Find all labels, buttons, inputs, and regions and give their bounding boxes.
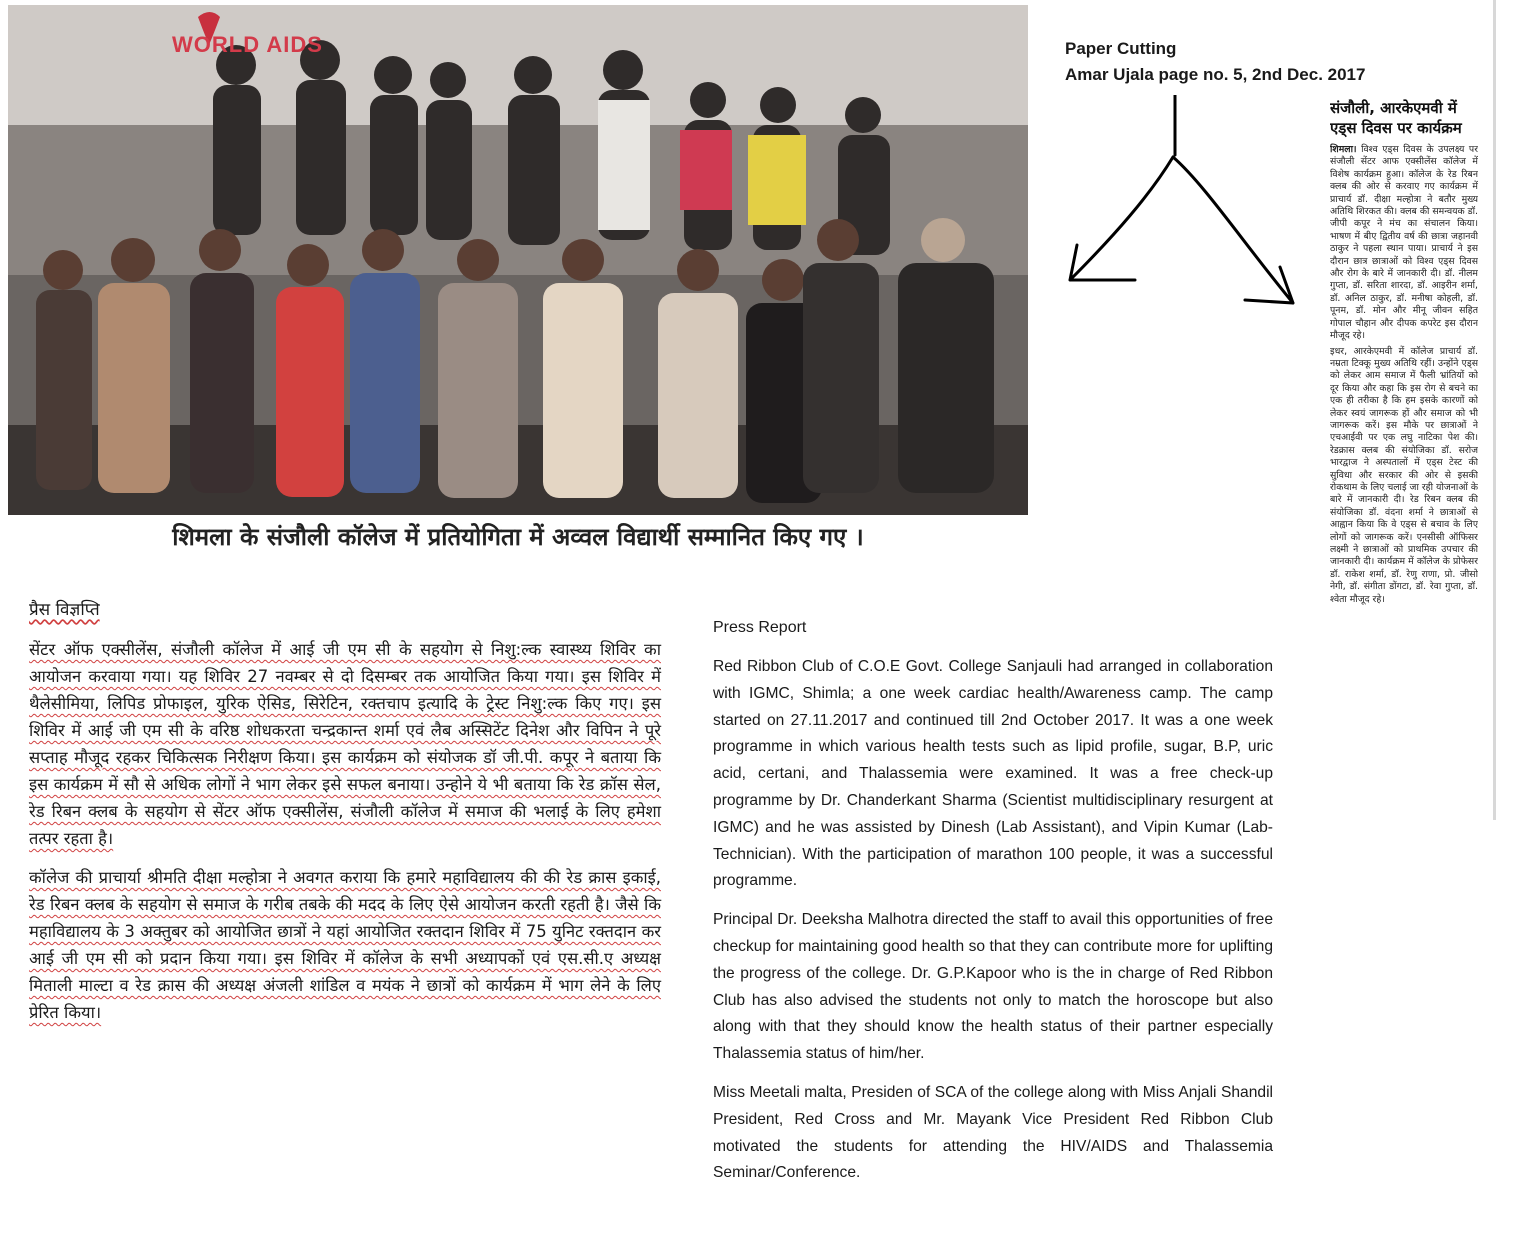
clipping-paragraph-2: इधर, आरकेएमवी में कॉलेज प्राचार्य डॉ. नम्रता टिक्कू मुख्य अतिथि रहीं। उन्होंने एड्स को लेकर आम समाज में फैली भ्रांतियों को दूर किया और कहा कि इस रोग से बचने का एक ही तरीका है कि हम इसके कारणों को लेकर स्वयं जागरूक हों और समाज को भी जागरूक करें। इस मौके पर छात्राओं ने एचआईवी पर एक लघु नाटिका पेश की। रेडक्रास क्लब की संयोजिका डॉ. सरोज भारद्वाज ने अस्पतालों में एड्स टेस्ट की सुविधा और सरकार की ओर से इसकी रोकथाम के लिए चलाई जा रही योजनाओं के बारे में जानकारी दी। रेड रिबन क्लब की संयोजिका डॉ. वंदना शर्मा ने छात्राओं से आह्वान किया कि वे एड्स से बचाव के लिए लोगों को जागरूक करें। एनसीसी ऑफिसर लक्ष्मी ने छात्राओं को प्राथमिक उपचार की जानकारी दी। कार्यक्रम में कॉलेज के प्रोफेसर डॉ. राकेश शर्मा, डॉ. रेणु राणा, प्रो. जीसो नेगी, डॉ. संगीता डोंगटा, डॉ. रेवा गुप्ता, डॉ. श्वेता मौजूद रहे।: [1330, 345, 1478, 605]
clipping-headline-line-1: संजौली, आरकेएमवी में: [1330, 99, 1457, 117]
hindi-press-note: [29, 598, 661, 1038]
photo-caption: शिमला के संजौली कॉलेज में प्रतियोगिता में अव्वल विद्यार्थी सम्मानित किए गए ।: [172, 523, 864, 551]
group-photo-illustration: [8, 5, 1028, 515]
column-separator: [1493, 0, 1496, 820]
clipping-source-note: [1065, 36, 1365, 88]
group-photo: [8, 5, 1028, 515]
clipping-body: [1330, 144, 1478, 606]
clipping-paragraph-1: विश्व एड्स दिवस के उपलक्ष्य पर संजौली सेंटर आफ एक्सीलेंस कॉलेज में विशेष कार्यक्रम हुआ। कॉलेज के रेड रिबन क्लब की ओर से करवाए गए कार्यक्रम में प्राचार्य डॉ. दीक्षा मल्होत्रा ने बतौर मुख्य अतिथि शिरकत की। क्लब की समन्वयक डॉ. जीपी कपूर ने मंच का संचालन किया। भाषण में बीए द्वितीय वर्ष की छात्रा जहानवी ठाकुर ने पहला स्थान पाया। प्राचार्य ने इस दौरान छात्र छात्राओं को विश्व एड्स दिवस और रोग के बारे में जानकारी दी। डॉ. नीलम गुप्ता, डॉ. सरिता शारदा, डॉ. आइरीन शर्मा, डॉ. अनिल ठाकुर, डॉ. मनीषा कोहली, डॉ. पूनम, डॉ. मोन और मीनू जीवन सहित गोपाल चौहान और दीपक कपरेट इस दौरान मौजूद रहे।: [1330, 144, 1478, 342]
clipping-dateline: शिमला।: [1330, 144, 1357, 155]
note-line-1: Paper Cutting: [1065, 39, 1177, 58]
note-line-2: Amar Ujala page no. 5, 2nd Dec. 2017: [1065, 65, 1366, 84]
english-heading: Press Report: [713, 619, 807, 636]
hindi-paragraph-2: कॉलेज की प्राचार्या श्रीमति दीक्षा मल्होत्रा ने अवगत कराया कि हमारे महाविद्यालय की की रेड क्रास इकाई, रेड रिबन क्लब के सहयोग से समाज के गरीब तबके की मदद के लिए ऐसे आयोजन करती रहती है। जैसे कि महाविद्यालय के 3 अक्तुबर को आयोजित छात्रों ने यहां आयोजित रक्तदान शिविर में 75 युनिट रक्तदान कर आई जी एम सी को प्रदान किया गया। इस शिविर में कॉलेज के सभी अध्यापकों एवं एस.सी.ए अध्यक्ष मिताली माल्टा व रेड क्रास की अध्यक्ष अंजली शांडिल व मयंक ने छात्रों को कार्यक्रम में भाग लेने के लिए प्रेरित किया।: [29, 868, 661, 1022]
clipping-headline-line-2: एड्स दिवस पर कार्यक्रम: [1330, 119, 1462, 137]
english-paragraph-3: Miss Meetali malta, Presiden of SCA of the college along with Miss Anjali Shandil President, Red Cross and Mr. Mayank Vice President Red Ribbon Club motivated the students for attending the HIV/AIDS and Thalassemia Seminar/Conference.: [713, 1083, 1273, 1182]
english-paragraph-2: Principal Dr. Deeksha Malhotra directed the staff to avail this opportunities of free checkup for maintaining good health so that they can contribute more for uplifting the progress of the college. Dr. G.P.Kapoor who is the in charge of Red Ribbon Club has also advised the students not only to match the horoscope but also along with that they should know the health status of their partner especially Thalassemia status of him/her.: [713, 911, 1273, 1063]
english-paragraph-1: Red Ribbon Club of C.O.E Govt. College Sanjauli had arranged in collaboration with IGMC, Shimla; a one week cardiac health/Awareness camp. The camp started on 27.11.2017 and continued till 2nd October 2017. It was a one week programme in which various health tests such as lipid profile, sugar, B.P, uric acid, certani, and Thalassemia were examined. It was a free check-up programme by Dr. Chanderkant Sharma (Scientist multidisciplinary resurgent at IGMC) and he was assisted by Dinesh (Lab Assistant), and Vipin Kumar (Lab-Technician). With the participation of marathon 100 people, it was a successful programme.: [713, 658, 1273, 890]
english-press-report: [713, 616, 1273, 1199]
clipping-headline: [1330, 98, 1478, 138]
hindi-paragraph-1: सेंटर ऑफ एक्सीलेंस, संजौली कॉलेज में आई जी एम सी के सहयोग से निशु:ल्क स्वास्थ्य शिविर का आयोजन करवाया गया। यह शिविर 27 नवम्बर से दो दिसम्बर तक आयोजित किया गया। इस शिविर में थैलेसीमिया, लिपिड प्रोफाइल, युरिक ऐसिड, सिरेटिन, रक्तचाप इत्यादि के ट्रेस्ट निशु:ल्क किए गए। इस शिविर में आई जी एम सी के वरिष्ठ शोधकरता चन्द्रकान्त शर्मा एवं लैब अस्सिटेंट दिनेश और विपिन ने पूरे सप्ताह मौजूद रहकर चिकित्सक निरीक्षण किया। इस कार्यक्रम को संयोजक डॉ जी.पी. कपूर ने बताया कि इस कार्यक्रम में सौ से अधिक लोगों ने भाग लेकर इसे सफल बनाया। उन्होने ये भी बताया कि रेड क्रॉस सेल, रेड रिबन क्लब के सहयोग से सेंटर ऑफ एक्सीलेंस, संजौली कॉलेज में समाज की भलाई के लिए हमेशा तत्पर रहता है।: [29, 640, 661, 848]
newspaper-clipping: [1330, 98, 1478, 818]
pointer-arrows-drawing: [1055, 95, 1305, 315]
hindi-heading: प्रैस विज्ञप्ति: [29, 600, 100, 620]
photo-banner-text: WORLD AIDS: [172, 32, 323, 57]
